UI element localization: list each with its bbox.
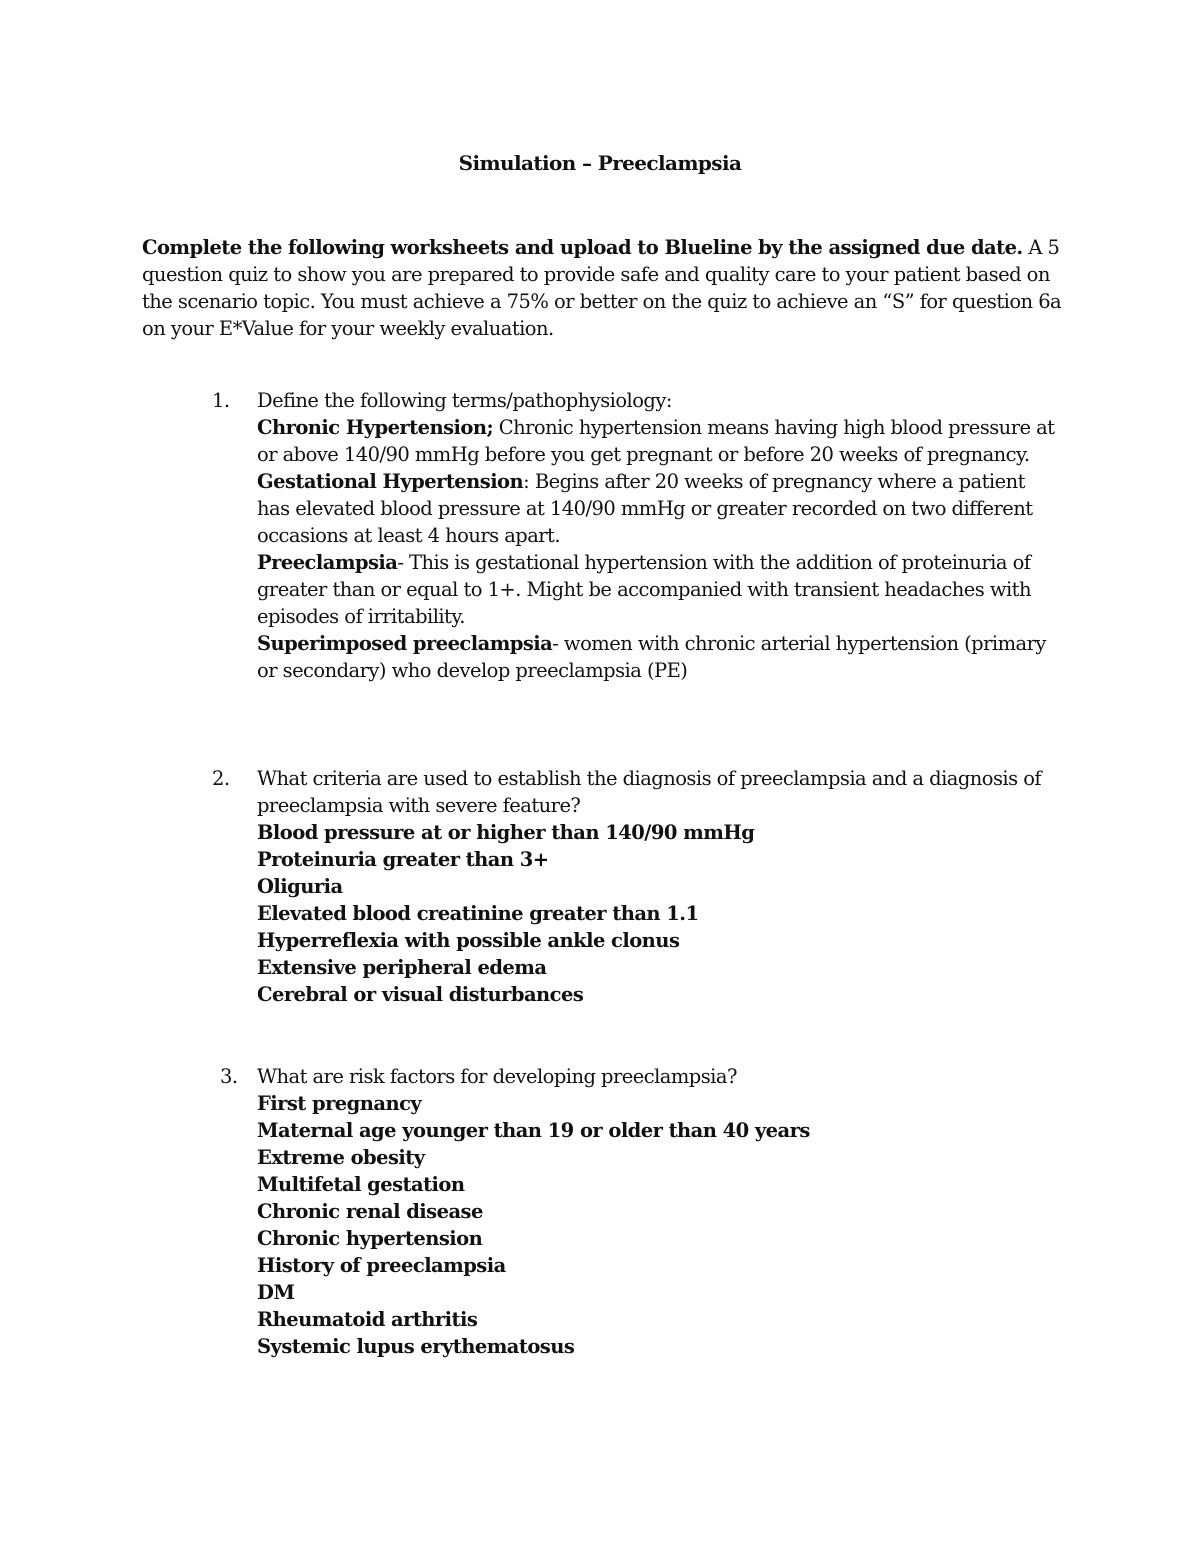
definition-text: - This is gestational hypertension with the addition of proteinuria of greater than or equal to 1+. Might be accompanied with transient headaches with episodes of irritability. (257, 551, 1031, 628)
question-number: 3. (220, 1065, 238, 1088)
answer-line: Chronic renal disease (257, 1200, 483, 1223)
answer-line: Cerebral or visual disturbances (257, 983, 584, 1006)
answer-line: Maternal age younger than 19 or older than 40 years (257, 1119, 810, 1142)
question-body (257, 765, 1057, 1008)
answer-line: Hyperreflexia with possible ankle clonus (257, 929, 680, 952)
term-definition (257, 549, 1057, 630)
question-body (257, 1063, 1057, 1360)
answer-line: Elevated blood creatinine greater than 1.1 (257, 902, 699, 925)
definition-text: : Begins after 20 weeks of pregnancy where a patient has elevated blood pressure at 140/90 mmHg or greater recorded on two different occasions at least 4 hours apart. (257, 470, 1033, 547)
answer-line: Blood pressure at or higher than 140/90 mmHg (257, 821, 755, 844)
answer-line: Proteinuria greater than 3+ (257, 848, 549, 871)
question-body (257, 387, 1057, 684)
question-number: 2. (212, 767, 230, 790)
answer-line: DM (257, 1281, 295, 1304)
answer-line: Oliguria (257, 875, 343, 898)
answer-line: Chronic hypertension (257, 1227, 483, 1250)
term-label: Preeclampsia (257, 551, 398, 574)
answer-line: Extensive peripheral edema (257, 956, 547, 979)
intro-text: A 5 question quiz to show you are prepared to provide safe and quality care to your patient based on the scenario topic. You must achieve a 75% or better on the quiz to achieve an “S” for question 6a on your E*Value for your weekly evaluation. (142, 236, 1062, 340)
intro-paragraph (142, 234, 1072, 342)
term-definition (257, 630, 1057, 684)
answer-line: Rheumatoid arthritis (257, 1308, 478, 1331)
answer-line: Extreme obesity (257, 1146, 425, 1169)
term-label: Gestational Hypertension (257, 470, 524, 493)
answer-line: First pregnancy (257, 1092, 422, 1115)
question-prompt: What are risk factors for developing preeclampsia? (257, 1065, 737, 1088)
term-label: Chronic Hypertension; (257, 416, 494, 439)
term-definition (257, 414, 1057, 468)
answer-line: History of preeclampsia (257, 1254, 506, 1277)
answer-line: Multifetal gestation (257, 1173, 465, 1196)
question-number: 1. (212, 389, 230, 412)
intro-instruction: Complete the following worksheets and upload to Blueline by the assigned due date. (142, 236, 1023, 259)
term-label: Superimposed preeclampsia (257, 632, 553, 655)
answer-line: Systemic lupus erythematosus (257, 1335, 575, 1358)
definition-text: Chronic hypertension means having high blood pressure at or above 140/90 mmHg before you get pregnant or before 20 weeks of pregnancy. (257, 416, 1055, 466)
page-title: Simulation – Preeclampsia (458, 151, 742, 175)
definition-text: - women with chronic arterial hypertension (primary or secondary) who develop preeclampsia (PE) (257, 632, 1046, 682)
question-prompt: What criteria are used to establish the diagnosis of preeclampsia and a diagnosis of preeclampsia with severe feature? (257, 767, 1042, 817)
question-prompt: Define the following terms/pathophysiology: (257, 389, 672, 412)
term-definition (257, 468, 1057, 549)
